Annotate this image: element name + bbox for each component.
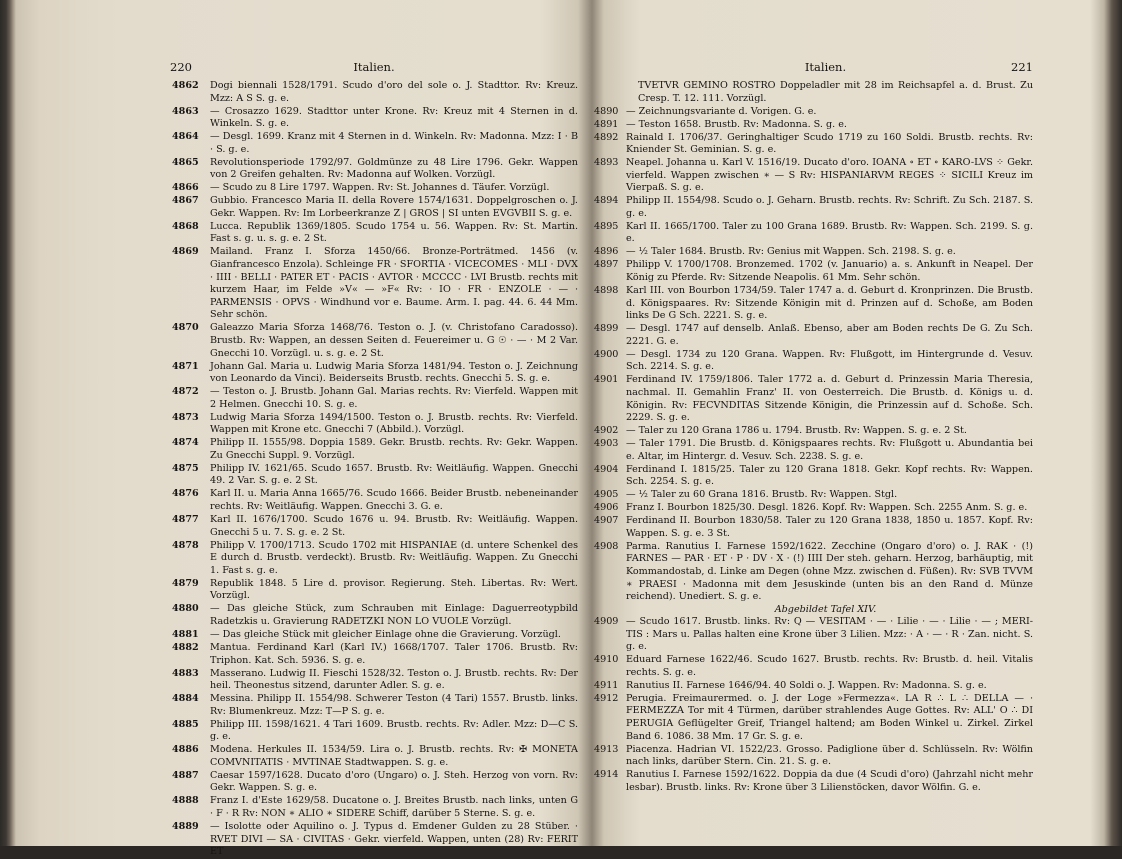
lot-description: Caesar 1597/1628. Ducato d'oro (Ungaro) o. J. Steh. Herzog von vorn. Rv: Gekr. Wappen. S. g. e. xyxy=(210,769,578,794)
catalog-entry xyxy=(170,603,578,628)
lot-description: Modena. Herkules II. 1534/59. Lira o. J. Brustb. rechts. Rv: ✠ MONETA COMVNITATIS · MVTINAE Stadtwappen. S. g. e. xyxy=(210,744,578,768)
plate-caption: Abgebildet Tafel XIV. xyxy=(774,604,877,616)
lot-description: Rainald I. 1706/37. Geringhaltiger Scudo 1719 zu 160 Soldi. Brustb. rechts. Rv: Kniender St. Geminian. S. g. e. xyxy=(626,131,1033,156)
lot-number: 4883 xyxy=(172,667,199,679)
catalog-entry xyxy=(170,131,578,156)
lot-number: 4905 xyxy=(594,489,619,501)
catalog-entry xyxy=(170,437,578,462)
catalog-entry xyxy=(170,693,578,718)
catalog-entry xyxy=(594,692,1033,743)
catalog-entry xyxy=(170,629,578,642)
catalog-entry xyxy=(170,821,578,859)
lot-number: 4864 xyxy=(172,131,199,143)
lot-number: 4908 xyxy=(594,540,619,552)
lot-description: Ferdinand II. Bourbon 1830/58. Taler zu 120 Grana 1838, 1850 u. 1857. Kopf. Rv: Wappen. S. g. e. 3 St. xyxy=(626,515,1033,539)
lot-description: — Taler zu 120 Grana 1786 u. 1794. Brustb. Rv: Wappen. S. g. e. 2 St. xyxy=(626,425,967,437)
catalog-entry xyxy=(170,157,578,182)
lot-description: Eduard Farnese 1622/46. Scudo 1627. Brustb. rechts. Rv: Brustb. d. heil. Vitalis rechts. S. g. e. xyxy=(626,654,1033,678)
catalog-entry xyxy=(170,463,578,488)
lot-number: 4914 xyxy=(594,769,619,781)
catalog-entry xyxy=(594,157,1033,195)
catalog-entry xyxy=(170,514,578,539)
lot-number: 4893 xyxy=(594,157,619,169)
lot-number: 4874 xyxy=(172,437,199,449)
catalog-entry xyxy=(594,679,1033,693)
lot-description: Ranutius II. Farnese 1646/94. 40 Soldi o. J. Wappen. Rv: Madonna. S. g. e. xyxy=(626,679,987,691)
lot-description: Ferdinand I. 1815/25. Taler zu 120 Grana 1818. Gekr. Kopf rechts. Rv: Wappen. Sch. 2254. S. g. e. xyxy=(626,463,1033,488)
catalog-entry xyxy=(594,285,1033,323)
lot-number: 4888 xyxy=(172,795,199,807)
catalog-entry xyxy=(170,80,578,105)
catalog-entry xyxy=(170,668,578,693)
lot-number: 4911 xyxy=(594,679,619,691)
lot-number: 4871 xyxy=(172,360,199,372)
lot-number: 4907 xyxy=(594,515,619,527)
lot-description: Philipp IV. 1621/65. Scudo 1657. Brustb. Rv: Weitläufig. Wappen. Gnecchi 49. 2 Var. S. g. e. 2 St. xyxy=(210,462,578,487)
lot-description: Philipp V. 1700/1708. Bronzemed. 1702 (v. Januario) a. s. Ankunft in Neapel. Der König zu Pferde. Rv: Sitzende Neapolis. 61 Mm. Sehr schön. xyxy=(626,259,1033,284)
catalog-entry xyxy=(170,361,578,386)
catalog-entry xyxy=(594,769,1033,794)
catalog-entry xyxy=(170,795,578,820)
lot-description: Perugia. Freimaurermed. o. J. der Loge »Fermezza«. LA R ∴ L ∴ DELLA — · FERMEZZA Tor mit 4 Türmen, darüber strahlendes Auge Gottes. Rv: ALL' O ∴ DI PERUGIA Geflügelter Greif, Triangel haltend; am Boden Winkel u. Zirkel. Zirkel Band 6. 1086. 38 Mm. 17 Gr. S. g. e. xyxy=(626,692,1033,742)
catalog-entry xyxy=(594,502,1033,515)
lot-number: 4899 xyxy=(594,323,619,335)
lot-description: Philipp III. 1598/1621. 4 Tari 1609. Brustb. rechts. Rv: Adler. Mzz: D—C S. g. e. xyxy=(210,718,578,743)
catalog-entry xyxy=(594,220,1033,246)
lot-description: — Teston 1658. Brustb. Rv: Madonna. S. g. e. xyxy=(626,118,847,130)
lot-number: 4912 xyxy=(594,692,619,704)
lot-description: Republik 1848. 5 Lire d. provisor. Regierung. Steh. Libertas. Rv: Wert. Vorzügl. xyxy=(210,577,578,602)
lot-description: — Das gleiche Stück, zum Schrauben mit Einlage: Daguerreotypbild Radetzkis u. Gravierung RADETZKI NON LO VUOLE Vorzügl. xyxy=(210,603,578,627)
lot-number: 4897 xyxy=(594,259,619,271)
lot-number: 4867 xyxy=(172,195,199,207)
catalog-entry xyxy=(170,578,578,603)
lot-number: 4862 xyxy=(172,80,199,91)
catalog-entry xyxy=(594,348,1033,374)
right-page-number: 221 xyxy=(1011,60,1033,74)
lot-description: Neapel. Johanna u. Karl V. 1516/19. Ducato d'oro. IOANA ∘ ET ∘ KARO-LVS ⁘ Gekr. vierfeld. Wappen zwischen ∗ — S Rv: HISPANIARVM REGES ⁘ SICILI Kreuz im Vierpaß. S. g. e. xyxy=(626,157,1033,194)
lot-description: Revolutionsperiode 1792/97. Goldmünze zu 48 Lire 1796. Gekr. Wappen von 2 Greifen gehalten. Rv: Madonna auf Wolken. Vorzügl. xyxy=(210,156,578,181)
lot-description: — Isolotte oder Aquilino o. J. Typus d. Emdener Gulden zu 28 Stüber. · RVET DIVI — SA · CIVITAS · Gekr. vierfeld. Wappen, unten (28) Rv: FERIT ET xyxy=(210,820,578,858)
lot-description: TVETVR GEMINO ROSTRO Doppeladler mit 28 im Reichsapfel a. d. Brust. Zu Cresp. T. 12. 111. Vorzügl. xyxy=(638,80,1033,104)
left-running-head: Italien. xyxy=(353,60,395,74)
lot-description: Philipp V. 1700/1713. Scudo 1702 mit HISPANIAE (d. untere Schenkel des E durch d. Brustb. verdeckt). Brustb. Rv: Weitläufig. Wappen. Zu Gnecchi 1. Fast s. g. e. xyxy=(210,539,578,576)
lot-description: Franz I. Bourbon 1825/30. Desgl. 1826. Kopf. Rv: Wappen. Sch. 2255 Anm. S. g. e. xyxy=(626,502,1028,514)
lot-number: 4889 xyxy=(172,820,199,832)
lot-number: 4906 xyxy=(594,502,619,514)
lot-description: Piacenza. Hadrian VI. 1522/23. Grosso. Padiglione über d. Schlüsseln. Rv: Wölfin nach links, darüber Stern. Cin. 21. S. g. e. xyxy=(626,743,1033,768)
catalog-entry xyxy=(594,743,1033,769)
lot-number: 4885 xyxy=(172,718,199,730)
right-page xyxy=(594,60,1033,795)
catalog-entry xyxy=(594,118,1033,132)
lot-number: 4875 xyxy=(172,462,199,474)
catalog-entry xyxy=(594,105,1033,119)
catalog-entry xyxy=(594,540,1033,604)
lot-number: 4909 xyxy=(594,616,619,628)
lot-number: 4877 xyxy=(172,514,199,526)
right-catalog-entries xyxy=(594,80,1033,794)
catalog-entry xyxy=(170,106,578,131)
lot-description: Ranutius I. Farnese 1592/1622. Doppia da due (4 Scudi d'oro) (Jahrzahl nicht mehr lesbar). Brustb. links. Rv: Krone über 3 Lilienstöcken, davor Wölfin. G. e. xyxy=(626,769,1033,793)
catalog-entry xyxy=(594,131,1033,157)
lot-description: — Zeichnungsvariante d. Vorigen. G. e. xyxy=(626,105,817,117)
lot-description: Karl II. 1665/1700. Taler zu 100 Grana 1689. Brustb. Rv: Wappen. Sch. 2199. S. g. e. xyxy=(626,220,1033,245)
lot-number: 4902 xyxy=(594,425,619,437)
catalog-entry xyxy=(594,515,1033,540)
lot-description: Parma. Ranutius I. Farnese 1592/1622. Zecchine (Ongaro d'oro) o. J. RAK · (!) FARNES — PAR · ET · P · DV · X · (!) IIII Der steh. geharn. Herzog, barhäuptig, mit Kommandostab, d. Linke am Degen (ohne Mzz. zwischen d. Füßen). Rv: SVB TVVM ∗ PRAESI · Madonna mit dem Jesuskinde (unten bis an den Rand d. Münze reichend). Unediert. S. g. e. xyxy=(626,540,1033,603)
catalog-entry xyxy=(594,259,1033,284)
catalog-entry xyxy=(594,246,1033,259)
catalog-entry xyxy=(170,322,578,360)
catalog-entry xyxy=(594,425,1033,438)
catalog-entry xyxy=(170,744,578,769)
catalog-entry xyxy=(618,80,1033,105)
catalog-entry xyxy=(170,386,578,411)
right-running-head: Italien. xyxy=(804,60,847,74)
lot-description: Mailand. Franz I. Sforza 1450/66. Bronze-Porträtmed. 1456 (v. Gianfrancesco Enzola). Schleinge FR · SFORTIA · VICECOMES · MLI · DVX · IIII · BELLI · PATER ET · PACIS · AVTOR · MCCCC · LVI Brustb. rechts mit kurzem Haar, im Felde »V« — »F« Rv: · IO · FR · ENZOLE · — · PARMENSIS · OPVS · Windhund vor e. Baume. Arm. I. pag. 44. 6. 44 Mm. Sehr schön. xyxy=(210,246,578,321)
lot-description: Johann Gal. Maria u. Ludwig Maria Sforza 1481/94. Teston o. J. Zeichnung von Leonardo da Vinci). Beiderseits Brustb. rechts. Gnecchi 5. S. g. e. xyxy=(210,360,578,385)
lot-number: 4886 xyxy=(172,744,199,756)
lot-number: 4903 xyxy=(594,438,619,450)
lot-number: 4868 xyxy=(172,220,199,232)
catalog-entry xyxy=(170,488,578,513)
lot-number: 4873 xyxy=(172,411,199,423)
lot-number: 4894 xyxy=(594,195,619,207)
lot-description: — Scudo zu 8 Lire 1797. Wappen. Rv: St. Johannes d. Täufer. Vorzügl. xyxy=(210,182,550,194)
lot-description: Galeazzo Maria Sforza 1468/76. Teston o. J. (v. Christofano Caradosso). Brustb. Rv: Wappen, an dessen Seiten d. Feuereimer u. G ☉ · — · M 2 Var. Gnecchi 10. Vorzügl. u. s. g. e. 2 St. xyxy=(210,322,578,359)
lot-number: 4879 xyxy=(172,577,199,589)
lot-description: — Crosazzo 1629. Stadttor unter Krone. Rv: Kreuz mit 4 Sternen in d. Winkeln. S. g. e. xyxy=(210,105,578,130)
catalog-entry xyxy=(170,221,578,246)
catalog-entry xyxy=(594,438,1033,463)
lot-number: 4869 xyxy=(172,246,199,258)
lot-number: 4866 xyxy=(172,182,199,194)
lot-number: 4904 xyxy=(594,463,619,475)
lot-number: 4887 xyxy=(172,769,199,781)
lot-description: Masserano. Ludwig II. Fieschi 1528/32. Teston o. J. Brustb. rechts. Rv: Der heil. Theonestus sitzend, darunter Adler. S. g. e. xyxy=(210,667,578,692)
lot-number: 4865 xyxy=(172,156,199,168)
lot-description: Messina. Philipp II. 1554/98. Schwerer Teston (4 Tari) 1557. Brustb. links. Rv: Blumenkreuz. Mzz: T—P S. g. e. xyxy=(210,693,578,717)
lot-description: Karl II. 1676/1700. Scudo 1676 u. 94. Brustb. Rv: Weitläufig. Wappen. Gnecchi 5 u. 7. S. g. e. 2 St. xyxy=(210,514,578,538)
catalog-entry xyxy=(170,182,578,195)
lot-number: 4882 xyxy=(172,641,199,653)
right-page-header xyxy=(618,60,1033,76)
catalog-entry xyxy=(170,642,578,667)
catalog-entry xyxy=(170,195,578,220)
lot-description: — Desgl. 1747 auf denselb. Anlaß. Ebenso, aber am Boden rechts De G. Zu Sch. 2221. G. e. xyxy=(626,323,1033,347)
lot-number: 4880 xyxy=(172,603,199,615)
lot-description: — Scudo 1617. Brustb. links. Rv: Q — VESITAM · — · Lilie · — · Lilie · — ; MERI-TIS : Mars u. Pallas halten eine Krone über 3 Lilien. Mzz: · A · — · R · Zan. nicht. S. g. e. xyxy=(626,616,1033,653)
lot-number: 4896 xyxy=(594,246,619,258)
lot-description: Ludwig Maria Sforza 1494/1500. Teston o. J. Brustb. rechts. Rv: Vierfeld. Wappen mit Krone etc. Gnecchi 7 (Abbild.). Vorzügl. xyxy=(210,411,578,436)
left-page-header xyxy=(170,60,578,76)
lot-description: — Taler 1791. Die Brustb. d. Königspaares rechts. Rv: Flußgott u. Abundantia bei e. Altar, im Hintergr. d. Vesuv. Sch. 2238. S. g. e. xyxy=(626,438,1033,462)
catalog-entry xyxy=(170,246,578,322)
lot-description: Karl II. u. Maria Anna 1665/76. Scudo 1666. Beider Brustb. nebeneinander rechts. Rv: Weitläufig. Wappen. Gnecchi 3. G. e. xyxy=(210,488,578,513)
lot-description: Ferdinand IV. 1759/1806. Taler 1772 a. d. Geburt d. Prinzessin Maria Theresia, nachmal. II. Gemahlin Franz' II. von Oesterreich. Die Brustb. d. Königs u. d. Königin. Rv: FECVNDITAS Sitzende Königin, die Prinzessin auf d. Schoße. Sch. 2229. S. g. e. xyxy=(626,374,1033,424)
catalog-entry xyxy=(594,323,1033,348)
catalog-entry xyxy=(170,540,578,578)
left-catalog-entries xyxy=(170,80,578,859)
left-page xyxy=(170,60,578,859)
lot-number: 4891 xyxy=(594,118,619,130)
lot-description: — ½ Taler zu 60 Grana 1816. Brustb. Rv: Wappen. Stgl. xyxy=(626,489,898,501)
lot-number: 4900 xyxy=(594,348,619,360)
lot-number: 4878 xyxy=(172,539,199,551)
catalog-entry xyxy=(170,719,578,744)
catalog-entry xyxy=(170,412,578,437)
catalog-entry xyxy=(594,654,1033,679)
lot-number: 4870 xyxy=(172,322,199,334)
lot-description: Dogi biennali 1528/1791. Scudo d'oro del sole o. J. Stadttor. Rv: Kreuz. Mzz: A S S. g. e. xyxy=(210,80,578,104)
lot-description: Gubbio. Francesco Maria II. della Rovere 1574/1631. Doppelgroschen o. J. Gekr. Wappen. Rv: Im Lorbeerkranze Z | GROS | SI unten EVGVBII S. g. e. xyxy=(210,195,578,219)
lot-description: Philipp II. 1555/98. Doppia 1589. Gekr. Brustb. rechts. Rv: Gekr. Wappen. Zu Gnecchi Suppl. 9. Vorzügl. xyxy=(210,437,578,461)
catalog-entry xyxy=(594,463,1033,489)
catalog-entry xyxy=(594,616,1033,654)
lot-description: — ½ Taler 1684. Brustb. Rv: Genius mit Wappen. Sch. 2198. S. g. e. xyxy=(626,246,956,258)
lot-description: Lucca. Republik 1369/1805. Scudo 1754 u. 56. Wappen. Rv: St. Martin. Fast s. g. u. s. g. e. 2 St. xyxy=(210,220,578,245)
lot-number: 4872 xyxy=(172,386,199,398)
lot-number: 4884 xyxy=(172,693,199,705)
catalog-entry xyxy=(170,770,578,795)
lot-number: 4895 xyxy=(594,220,619,232)
catalog-entry xyxy=(594,195,1033,220)
lot-number: 4863 xyxy=(172,105,199,117)
lot-description: Franz I. d'Este 1629/58. Ducatone o. J. Breites Brustb. nach links, unten G · F · R Rv: NON ∗ ALIO ∗ SIDERE Schiff, darüber 5 Sterne. S. g. e. xyxy=(210,795,578,819)
lot-description: — Das gleiche Stück mit gleicher Einlage ohne die Gravierung. Vorzügl. xyxy=(210,628,561,640)
lot-number: 4913 xyxy=(594,743,619,755)
left-page-number: 220 xyxy=(170,60,192,74)
lot-number: 4901 xyxy=(594,374,619,386)
lot-number: 4876 xyxy=(172,488,199,500)
catalog-entry xyxy=(594,374,1033,424)
lot-number: 4890 xyxy=(594,105,619,117)
lot-description: — Teston o. J. Brustb. Johann Gal. Marias rechts. Rv: Vierfeld. Wappen mit 2 Helmen. Gnecchi 10. S. g. e. xyxy=(210,386,578,410)
lot-description: Karl III. von Bourbon 1734/59. Taler 1747 a. d. Geburt d. Kronprinzen. Die Brustb. d. Königspaares. Rv: Sitzende Königin mit d. Prinzen auf d. Schoße, am Boden links De G Sch. 2221. S. g. e. xyxy=(626,285,1033,322)
lot-number: 4881 xyxy=(172,628,199,640)
lot-number: 4898 xyxy=(594,285,619,297)
lot-number: 4892 xyxy=(594,131,619,143)
lot-number: 4910 xyxy=(594,654,619,666)
catalog-entry xyxy=(594,489,1033,502)
lot-description: Philipp II. 1554/98. Scudo o. J. Geharn. Brustb. rechts. Rv: Schrift. Zu Sch. 2187. S. g. e. xyxy=(626,195,1033,219)
lot-description: — Desgl. 1699. Kranz mit 4 Sternen in d. Winkeln. Rv: Madonna. Mzz: I · B · S. g. e. xyxy=(210,131,578,155)
lot-description: Mantua. Ferdinand Karl (Karl IV.) 1668/1707. Taler 1706. Brustb. Rv: Triphon. Kat. Sch. 5936. S. g. e. xyxy=(210,641,578,666)
lot-description: — Desgl. 1734 zu 120 Grana. Wappen. Rv: Flußgott, im Hintergrunde d. Vesuv. Sch. 2214. S. g. e. xyxy=(626,348,1033,373)
